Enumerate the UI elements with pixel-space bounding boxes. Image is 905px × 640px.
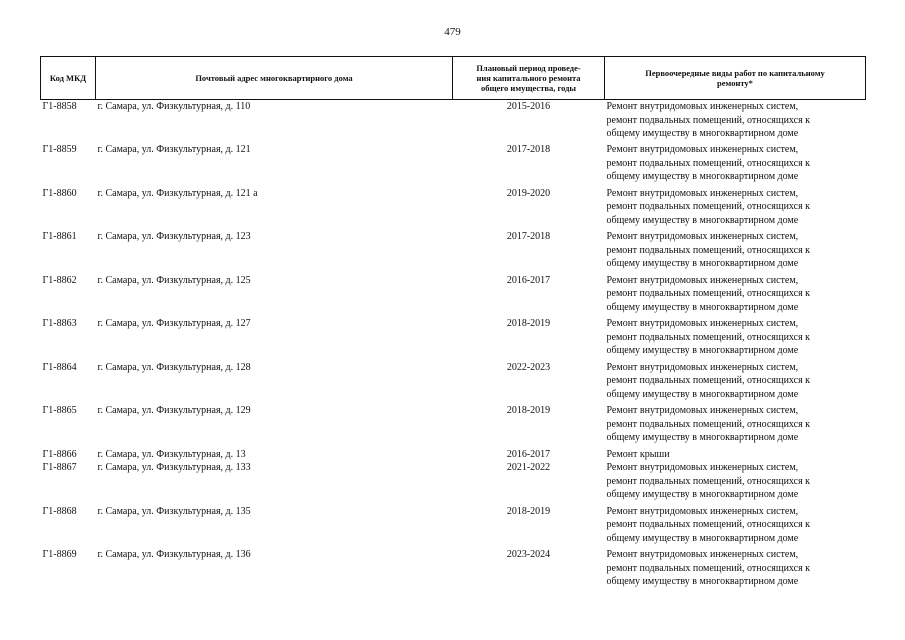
table-row xyxy=(41,230,866,274)
row-code: Г1-8858 xyxy=(42,101,77,112)
row-period: 2016-2017 xyxy=(506,448,551,460)
row-works-line: общему имуществу в многоквартирном доме xyxy=(606,532,799,544)
row-code: Г1-8869 xyxy=(42,549,77,560)
row-works-line: общему имуществу в многоквартирном доме xyxy=(606,432,799,443)
row-address: г. Самара, ул. Физкультурная, д. 110 xyxy=(97,101,251,112)
row-works xyxy=(605,461,866,505)
row-works-line: ремонт подвальных помещений, относящихся к xyxy=(606,562,811,574)
row-code: Г1-8867 xyxy=(42,462,77,473)
row-works-line: Ремонт внутридомовых инженерных систем, xyxy=(606,187,799,199)
row-period: 2015-2016 xyxy=(506,101,551,112)
row-code: Г1-8862 xyxy=(42,274,77,286)
row-works-line: Ремонт внутридомовых инженерных систем, xyxy=(606,144,799,155)
row-works-line: Ремонт внутридомовых инженерных систем, xyxy=(606,274,799,286)
table-row xyxy=(41,548,866,592)
row-period: 2017-2018 xyxy=(506,231,551,242)
row-works-line: Ремонт внутридомовых инженерных систем, xyxy=(606,101,799,112)
row-address: г. Самара, ул. Физкультурная, д. 135 xyxy=(97,505,251,517)
row-address: г. Самара, ул. Физкультурная, д. 121 xyxy=(97,144,251,155)
row-address: г. Самара, ул. Физкультурная, д. 127 xyxy=(97,318,251,329)
table-header-row xyxy=(41,57,866,100)
row-address: г. Самара, ул. Физкультурная, д. 133 xyxy=(97,462,251,473)
row-period: 2021-2022 xyxy=(506,462,551,473)
header-period-line: общего имущества, годы xyxy=(480,83,577,93)
row-works-line: общему имуществу в многоквартирном доме xyxy=(606,576,799,587)
header-works-line: ремонту* xyxy=(717,78,753,88)
row-works-line: Ремонт внутридомовых инженерных систем, xyxy=(606,462,799,473)
row-works-line: общему имуществу в многоквартирном доме xyxy=(606,301,799,313)
row-works-line: общему имуществу в многоквартирном доме xyxy=(606,214,799,226)
row-code: Г1-8859 xyxy=(42,144,77,155)
row-works xyxy=(605,317,866,361)
table-row xyxy=(41,187,866,231)
header-period xyxy=(453,57,605,100)
row-works xyxy=(605,143,866,187)
table-row xyxy=(41,461,866,505)
table-row xyxy=(41,505,866,549)
row-works-line: Ремонт внутридомовых инженерных систем, xyxy=(606,318,799,329)
table-row xyxy=(41,448,866,462)
row-works-line: общему имуществу в многоквартирном доме xyxy=(606,128,799,139)
row-works-line: Ремонт внутридомовых инженерных систем, xyxy=(606,231,799,242)
row-address: г. Самара, ул. Физкультурная, д. 13 xyxy=(97,448,246,460)
row-works-line: общему имуществу в многоквартирном доме xyxy=(606,345,799,356)
row-period: 2017-2018 xyxy=(506,144,551,155)
table-row xyxy=(41,274,866,318)
row-works xyxy=(605,361,866,405)
table-body xyxy=(41,100,866,592)
header-address: Почтовый адрес многоквартирного дома xyxy=(96,57,453,100)
page-number: 479 xyxy=(444,26,461,38)
table-row xyxy=(41,100,866,144)
capital-repair-table xyxy=(40,56,866,592)
header-period-line: Плановый период проведе- xyxy=(476,63,581,73)
row-works-line: ремонт подвальных помещений, относящихся к xyxy=(606,375,811,386)
row-address: г. Самара, ул. Физкультурная, д. 121 а xyxy=(97,187,258,199)
row-works xyxy=(605,187,866,231)
row-period: 2018-2019 xyxy=(506,405,551,416)
row-works-line: ремонт подвальных помещений, относящихся к xyxy=(606,201,811,212)
row-code: Г1-8865 xyxy=(42,405,77,416)
table-row xyxy=(41,143,866,187)
row-works-line: Ремонт внутридомовых инженерных систем, xyxy=(606,361,799,373)
row-period: 2018-2019 xyxy=(506,318,551,329)
row-code: Г1-8860 xyxy=(42,187,77,199)
row-period: 2016-2017 xyxy=(506,274,551,286)
row-works-line: ремонт подвальных помещений, относящихся к xyxy=(606,157,811,169)
row-works-line: ремонт подвальных помещений, относящихся к xyxy=(606,475,811,487)
row-works-line: общему имуществу в многоквартирном доме xyxy=(606,388,799,400)
row-works-line: Ремонт внутридомовых инженерных систем, xyxy=(606,405,799,416)
row-code: Г1-8861 xyxy=(42,231,77,242)
row-period: 2022-2023 xyxy=(506,361,551,373)
row-works-line: общему имуществу в многоквартирном доме xyxy=(606,489,799,500)
header-works-line: Первоочередные виды работ по капитальному xyxy=(645,68,825,78)
row-works-line: Ремонт крыши xyxy=(606,448,670,460)
row-code: Г1-8864 xyxy=(42,361,77,373)
row-works xyxy=(605,448,866,462)
row-period: 2019-2020 xyxy=(506,187,551,199)
row-works-line: общему имуществу в многоквартирном доме xyxy=(606,258,799,269)
row-works-line: Ремонт внутридомовых инженерных систем, xyxy=(606,549,799,560)
row-works-line: ремонт подвальных помещений, относящихся к xyxy=(606,418,811,430)
header-works xyxy=(605,57,866,100)
row-address: г. Самара, ул. Физкультурная, д. 129 xyxy=(97,405,251,416)
row-works-line: общему имуществу в многоквартирном доме xyxy=(606,171,799,182)
row-works-line: ремонт подвальных помещений, относящихся к xyxy=(606,331,811,343)
row-period: 2023-2024 xyxy=(506,549,551,560)
row-works-line: ремонт подвальных помещений, относящихся к xyxy=(606,114,811,126)
row-code: Г1-8863 xyxy=(42,318,77,329)
row-works xyxy=(605,548,866,592)
table-row xyxy=(41,317,866,361)
row-works-line: Ремонт внутридомовых инженерных систем, xyxy=(606,505,799,517)
row-works xyxy=(605,274,866,318)
row-address: г. Самара, ул. Физкультурная, д. 125 xyxy=(97,274,251,286)
table-row xyxy=(41,404,866,448)
header-code: Код МКД xyxy=(41,57,96,100)
row-works-line: ремонт подвальных помещений, относящихся к xyxy=(606,244,811,256)
row-works xyxy=(605,230,866,274)
row-works-line: ремонт подвальных помещений, относящихся к xyxy=(606,288,811,299)
row-address: г. Самара, ул. Физкультурная, д. 128 xyxy=(97,361,251,373)
row-works xyxy=(605,100,866,144)
row-works xyxy=(605,505,866,549)
row-works-line: ремонт подвальных помещений, относящихся к xyxy=(606,519,811,530)
row-works xyxy=(605,404,866,448)
row-address: г. Самара, ул. Физкультурная, д. 136 xyxy=(97,549,251,560)
row-code: Г1-8868 xyxy=(42,505,77,517)
row-period: 2018-2019 xyxy=(506,505,551,517)
header-period-line: ния капитального ремонта xyxy=(476,73,581,83)
table-row xyxy=(41,361,866,405)
row-code: Г1-8866 xyxy=(42,448,77,460)
row-address: г. Самара, ул. Физкультурная, д. 123 xyxy=(97,231,251,242)
